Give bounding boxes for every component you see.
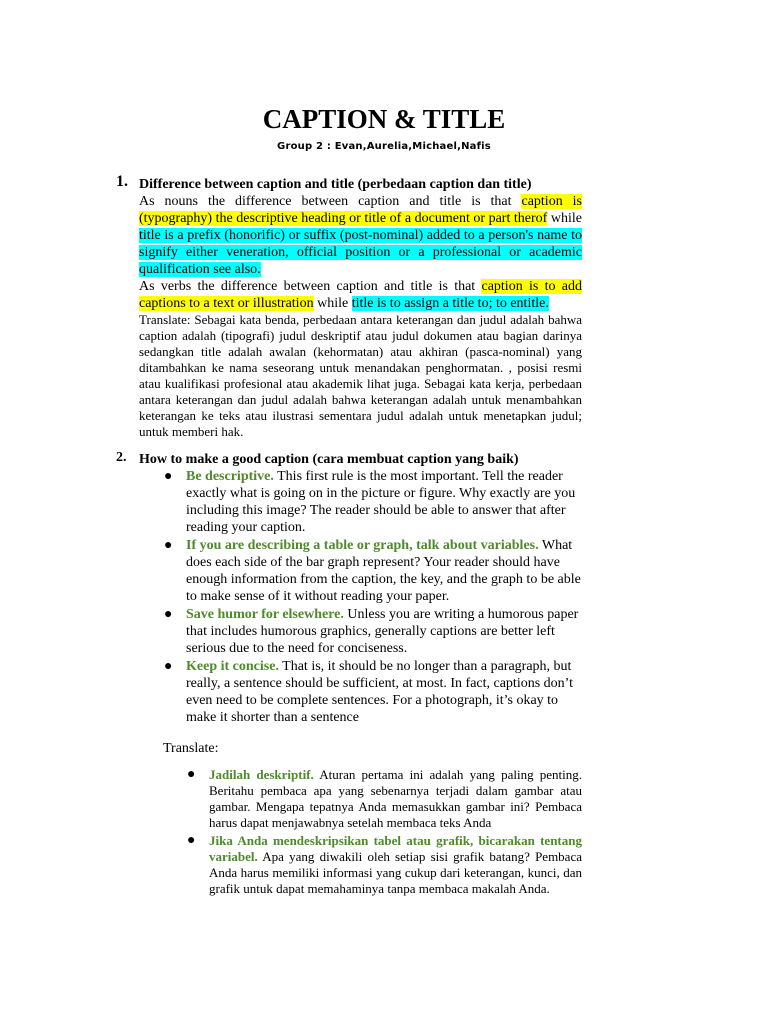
tip-text: Apa yang diwakili oleh setiap sisi grafik batang? Pembaca Anda harus memiliki informasi yang cukup dari keterangan, kunci, dan grafik untuk dapat memahaminya tanpa membaca makalah Anda. bbox=[209, 849, 582, 896]
section-1-paragraph-verbs bbox=[139, 278, 582, 312]
section-1-translation: Translate: Sebagai kata benda, perbedaan antara keterangan dan judul adalah bahwa caption adalah (tipografi) judul deskriptif atau judul dokumen atau bagian darinya sedangkan title adalah awalan (kehormatan) atau akhiran (pasca-nominal) yang ditambahkan ke nama seseorang untuk menandakan penghormatan. , posisi resmi atau kualifikasi profesional atau akademik lihat juga. Sebagai kata kerja, perbedaan antara keterangan dan judul adalah bahwa keterangan adalah untuk menambahkan keterangan ke teks atau ilustrasi sementara judul adalah untuk menetapkan judul; untuk memberi hak. bbox=[139, 312, 582, 439]
list-item bbox=[187, 767, 582, 831]
section-2-number: 2. bbox=[116, 450, 127, 465]
tip-lead: Jadilah deskriptif. bbox=[209, 767, 314, 782]
section-2-heading: How to make a good caption (cara membuat caption yang baik) bbox=[139, 452, 519, 467]
bullet-icon: ● bbox=[164, 607, 173, 622]
tip-text: What does each side of the bar graph represent? Your reader should have enough information from the caption, the key, and the graph to be able to make sense of it without reading your paper. bbox=[186, 538, 581, 604]
highlight-yellow: caption is (typography) the descriptive heading or title of a document or part therof bbox=[139, 194, 583, 226]
text-run: As nouns the difference between caption and title is that bbox=[139, 194, 522, 209]
section-1-paragraph-nouns bbox=[139, 193, 582, 278]
highlight-yellow: caption is to add captions to a text or illustration bbox=[139, 279, 582, 311]
translate-label: Translate: bbox=[163, 741, 219, 756]
tip-lead: Jika Anda mendeskripsikan tabel atau grafik, bicarakan tentang variabel. bbox=[209, 833, 582, 864]
page-title: CAPTION & TITLE bbox=[262, 104, 506, 134]
tip-text: This first rule is the most important. Tell the reader exactly what is going on in the picture or figure. Why exactly are you including this image? The reader should be able to answer that after reading your caption. bbox=[186, 469, 576, 535]
tips-bullets bbox=[164, 468, 583, 726]
list-item bbox=[164, 658, 583, 726]
tip-text: Unless you are writing a humorous paper that includes humorous graphics, generally captions are better left serious due to the need for conciseness. bbox=[186, 607, 579, 656]
section-1-heading: Difference between caption and title (perbedaan caption dan title) bbox=[139, 177, 532, 192]
tip-text: Aturan pertama ini adalah yang paling penting. Beritahu pembaca apa yang sebenarnya terjadi dalam gambar atau gambar. Mengapa tepatnya Anda memasukkan gambar ini? Pembaca harus dapat menjawabnya setelah membaca teks Anda bbox=[209, 767, 582, 830]
tips-list bbox=[164, 468, 583, 726]
list-item bbox=[187, 833, 582, 897]
section-1-number: 1. bbox=[116, 173, 128, 190]
bullet-icon: ● bbox=[187, 767, 196, 782]
tip-lead: If you are describing a table or graph, talk about variables. bbox=[186, 538, 539, 553]
translated-tips-list bbox=[187, 767, 582, 897]
bullet-icon: ● bbox=[164, 469, 173, 484]
tip-text: That is, it should be no longer than a paragraph, but really, a sentence should be sufficient, at most. In fact, captions don’t even need to be complete sentences. For a photograph, it’s okay to make it shorter than a sentence bbox=[186, 659, 573, 725]
list-item bbox=[164, 468, 583, 536]
tip-lead: Be descriptive. bbox=[186, 469, 274, 484]
highlight-cyan: title is to assign a title to; to entitle. bbox=[351, 296, 549, 311]
bullet-icon: ● bbox=[164, 538, 173, 553]
tip-lead: Save humor for elsewhere. bbox=[186, 607, 344, 622]
list-item bbox=[164, 537, 583, 605]
translated-bullets bbox=[187, 767, 582, 897]
bullet-icon: ● bbox=[164, 659, 173, 674]
text-run: while bbox=[313, 296, 352, 311]
highlight-cyan: title is a prefix (honorific) or suffix (post-nominal) added to a person's name to signify either veneration, official position or a professional or academic qualification see also. bbox=[139, 228, 582, 277]
text-run: As verbs the difference between caption and title is that bbox=[139, 279, 482, 294]
list-item bbox=[164, 606, 583, 657]
page-subtitle: Group 2 : Evan,Aurelia,Michael,Nafis bbox=[277, 141, 491, 152]
section-2 bbox=[139, 451, 582, 468]
bullet-icon: ● bbox=[187, 833, 196, 848]
tip-lead: Keep it concise. bbox=[186, 659, 279, 674]
section-1 bbox=[139, 176, 582, 440]
text-run: while bbox=[547, 211, 582, 226]
